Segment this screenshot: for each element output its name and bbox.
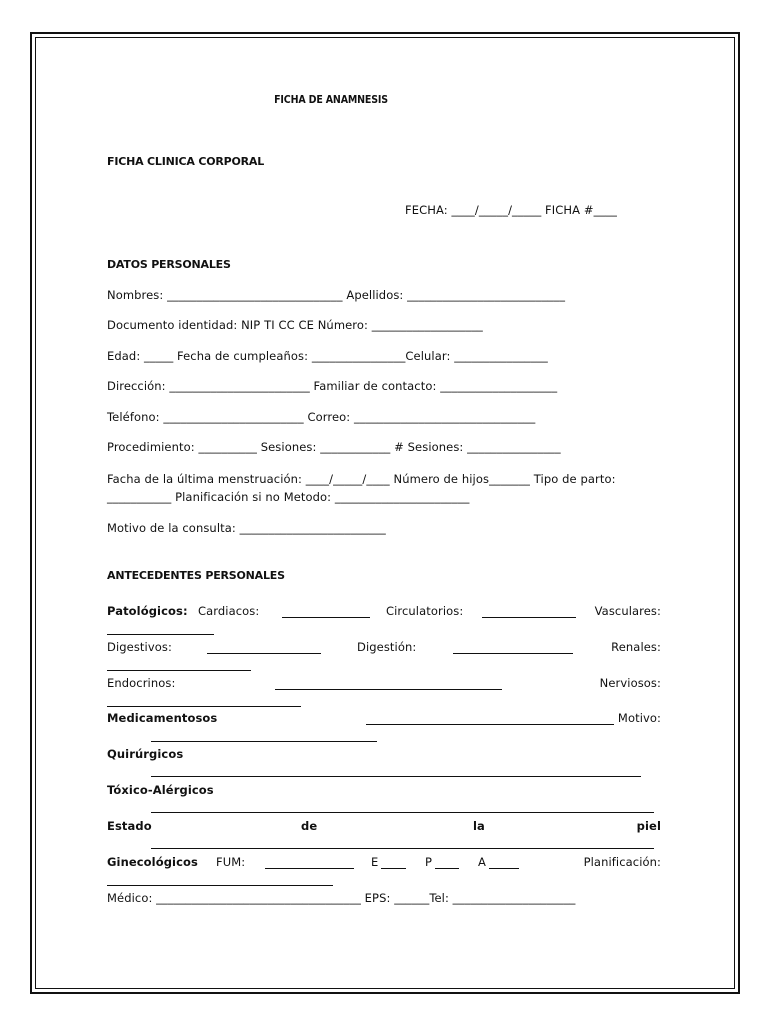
motivo-consulta-line[interactable]: Motivo de la consulta: _________________________ bbox=[107, 521, 386, 535]
telefono-correo-line[interactable]: Teléfono: ________________________ Correo: _______________________________ bbox=[107, 410, 536, 424]
digestivos-label: Digestivos: bbox=[107, 640, 172, 654]
medicamentosos-blank[interactable] bbox=[366, 724, 614, 725]
fecha-ficha-line[interactable]: FECHA: ____/_____/_____ FICHA #____ bbox=[405, 203, 617, 217]
estado-label: Estado bbox=[107, 819, 152, 833]
planificacion-metodo-line[interactable]: ___________ Planificación si no Metodo: _______________________ bbox=[107, 490, 470, 504]
motivo-label: Motivo: bbox=[617, 711, 661, 725]
endocrinos-blank[interactable] bbox=[275, 689, 502, 690]
document-title: FICHA DE ANAMNESIS bbox=[274, 93, 388, 106]
cardiacos-blank[interactable] bbox=[282, 617, 370, 618]
a-label: A bbox=[478, 855, 486, 869]
medicamentosos-label: Medicamentosos bbox=[107, 711, 218, 725]
estado-piel-word: piel bbox=[636, 819, 661, 833]
fum-blank[interactable] bbox=[265, 868, 354, 869]
renales-blank[interactable] bbox=[107, 670, 251, 671]
a-blank[interactable] bbox=[489, 868, 519, 869]
nerviosos-label: Nerviosos: bbox=[599, 676, 661, 690]
nombres-apellidos-line[interactable]: Nombres: ______________________________ Apellidos: ___________________________ bbox=[107, 288, 566, 302]
quirurgicos-label: Quirúrgicos bbox=[107, 747, 184, 761]
endocrinos-label: Endocrinos: bbox=[107, 676, 176, 690]
page-border-inner bbox=[35, 37, 735, 989]
toxico-alergicos-blank[interactable] bbox=[151, 812, 654, 813]
planificacion-blank[interactable] bbox=[107, 885, 333, 886]
estado-piel-blank[interactable] bbox=[151, 848, 654, 849]
cardiacos-label: Cardiacos: bbox=[198, 604, 260, 618]
p-label: P bbox=[425, 855, 433, 869]
circulatorios-blank[interactable] bbox=[482, 617, 576, 618]
vasculares-blank[interactable] bbox=[107, 634, 214, 635]
toxico-alergicos-label: Tóxico-Alérgicos bbox=[107, 783, 214, 797]
edad-cumpleanos-celular-line[interactable]: Edad: _____ Fecha de cumpleaños: ________________Celular: ________________ bbox=[107, 349, 548, 363]
vasculares-label: Vasculares: bbox=[594, 604, 661, 618]
digestion-blank[interactable] bbox=[453, 653, 573, 654]
e-label: E bbox=[371, 855, 379, 869]
e-blank[interactable] bbox=[381, 868, 406, 869]
digestivos-blank[interactable] bbox=[207, 653, 321, 654]
circulatorios-label: Circulatorios: bbox=[386, 604, 464, 618]
documento-identidad-line[interactable]: Documento identidad: NIP TI CC CE Número: ___________________ bbox=[107, 318, 483, 332]
estado-de-word: de bbox=[301, 819, 318, 833]
direccion-familiar-line[interactable]: Dirección: ________________________ Familiar de contacto: ____________________ bbox=[107, 379, 558, 393]
renales-label: Renales: bbox=[611, 640, 661, 654]
estado-la-word: la bbox=[473, 819, 485, 833]
menstruacion-hijos-parto-line[interactable]: Facha de la última menstruación: ____/_____/____ Número de hijos_______ Tipo de parto: bbox=[107, 472, 616, 486]
fum-label: FUM: bbox=[216, 855, 246, 869]
antecedentes-heading: ANTECEDENTES PERSONALES bbox=[107, 569, 285, 582]
ginecologicos-label: Ginecológicos bbox=[107, 855, 198, 869]
digestion-label: Digestión: bbox=[357, 640, 417, 654]
procedimiento-sesiones-line[interactable]: Procedimiento: __________ Sesiones: ____________ # Sesiones: ________________ bbox=[107, 440, 561, 454]
patologicos-label: Patológicos: bbox=[107, 604, 188, 618]
document-subtitle: FICHA CLINICA CORPORAL bbox=[107, 155, 265, 168]
motivo-blank[interactable] bbox=[151, 741, 377, 742]
nerviosos-blank[interactable] bbox=[107, 706, 301, 707]
planificacion-label: Planificación: bbox=[583, 855, 661, 869]
p-blank[interactable] bbox=[435, 868, 459, 869]
quirurgicos-blank[interactable] bbox=[151, 776, 641, 777]
medico-eps-tel-line[interactable]: Médico: ___________________________________ EPS: ______Tel: _____________________ bbox=[107, 891, 576, 905]
datos-personales-heading: DATOS PERSONALES bbox=[107, 258, 231, 271]
